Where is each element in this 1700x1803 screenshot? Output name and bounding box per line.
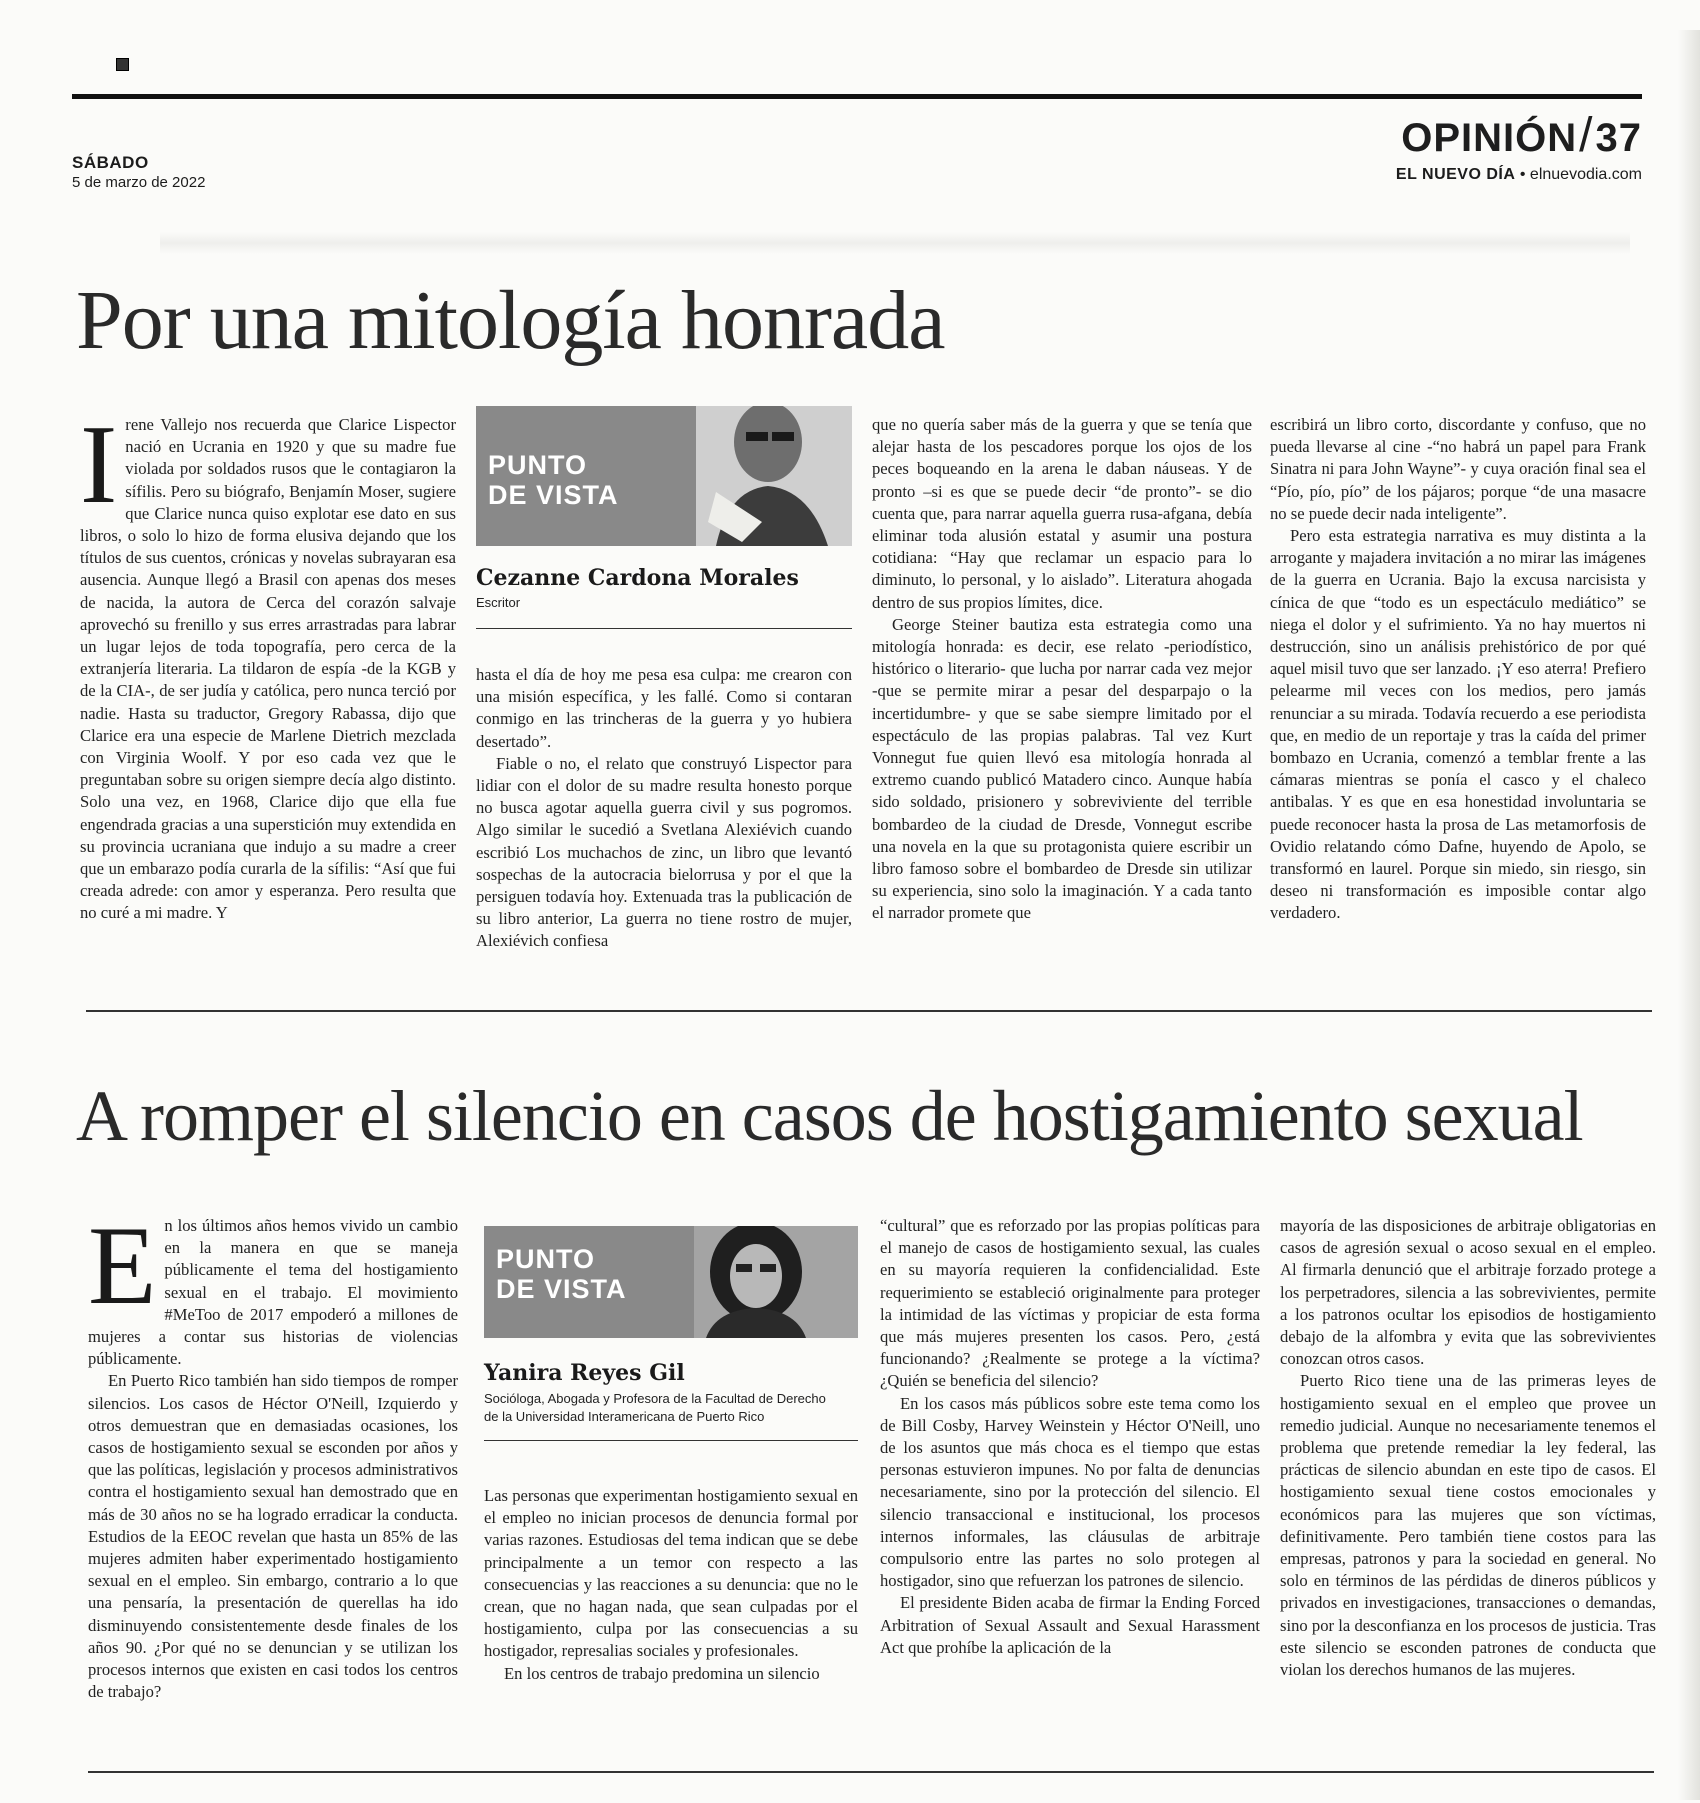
punto-de-vista-box	[484, 1226, 858, 1338]
author-photo	[476, 406, 852, 546]
article1-paragraph: que no quería saber más de la guerra y que se tenía que alejar hasta de los pescadores porque los ojos de los peces boqueando en la arena le daban náuseas. Y de pronto –si es que se puede decir “de pronto”- se dio cuenta que, para narrar aquella guerra rusa-afgana, debía eliminar toda alusión estatal y asumir una postura cotidiana: “Hay que reclamar un espacio para lo diminuto, lo personal, y lo aislado”. Literatura ahogada dentro de sus propios límites, dice.	[872, 415, 1252, 612]
article2-headline: A romper el silencio en casos de hostigamiento sexual	[76, 1076, 1583, 1156]
byline-rule	[484, 1440, 858, 1441]
publication-name: EL NUEVO DÍA	[1395, 166, 1516, 183]
article1-paragraph: hasta el día de hoy me pesa esa culpa: me crearon con una misión específica, y les fallé. Como si contaran conmigo en las trincheras de la guerra y yo hubiera desertado”.	[476, 665, 852, 751]
bottom-rule	[88, 1771, 1654, 1773]
article2-column-3	[880, 1215, 1260, 1659]
article1-paragraph: Irene Vallejo nos recuerda que Clarice Lispector nació en Ucrania en 1920 y que su madre fue violada por soldados rusos que le contagiaron la sífilis. Pero su biógrafo, Benjamín Moser, sugiere que Clarice nunca quiso explotar ese dato en sus libros, o solo lo hizo de forma elusiva dejando que los títulos de sus cuentos, crónicas y novelas subrayaran esa ausencia. Aunque llegó a Brasil con apenas dos meses de nacida, la autora de Cerca del corazón salvaje aprovechó su frenillo y sus erres arrastradas para labrar un lugar lejos de toda topografía, pero cerca de la extranjería literaria. La tildaron de espía -de la KGB y de la CIA-, de ser judía y católica, pero nunca terció por nadie. Hasta su traductor, Gregory Rabassa, dijo que Clarice era una especie de Marlene Dietrich mezclada con Virginia Woolf. Y por eso cada vez que le preguntaban sobre su origen siempre decía algo distinto. Solo una vez, en 1968, Clarice dijo que ella fue engendrada gracias a una superstición muy extendida en su provincia ucraniana que indujo a su madre a creer que un embarazo podía curarla de la sífilis: “Así que fui creada adrede: con amor y esperanza. Pero resulta que no curé a mi madre. Y	[80, 403, 456, 923]
article2-paragraph: mayoría de las disposiciones de arbitraje obligatorias en casos de agresión sexual o acoso sexual en el empleo. Al firmarla denunció que el arbitraje forzado protege a los perpetradores, silencia a las sobrevivientes, permite a los patronos ocultar los episodios de hostigamiento debajo de la alfombra y evita que las sobrevivientes conozcan otros casos.	[1280, 1216, 1656, 1369]
article2-paragraph: En los centros de trabajo predomina un silencio	[504, 1663, 820, 1683]
website[interactable]: elnuevodia.com	[1529, 166, 1642, 183]
de-vista-label: DE VISTA	[488, 480, 619, 510]
article2-paragraph: En los casos más públicos sobre este tema como los de Bill Cosby, Harvey Weinstein y Héctor O'Neill, uno de los asuntos que más choca es el tiempo que estas personas estuvieron impunes. No por falta de denuncias necesariamente, sino por la protección del silencio. El silencio transaccional e institucional, los procesos internos informales, las cláusulas de arbitraje compulsorio entre las partes no solo protegen al hostigador, sino que refuerzan los patrones de silencio.	[880, 1393, 1260, 1591]
article1-author-role: Escritor	[476, 595, 521, 610]
slash-icon: /	[1579, 109, 1594, 162]
article2-column-1	[88, 1204, 458, 1703]
scan-edge-shadow	[1678, 30, 1700, 1800]
article2-author-role-line2: de la Universidad Interamericana de Puerto Rico	[484, 1409, 765, 1424]
drop-cap: E	[88, 1204, 157, 1328]
article2-paragraph: En los últimos años hemos vivido un cambio en la manera en que se maneja públicamente el tema del hostigamiento sexual en el trabajo. El movimiento #MeToo de 2017 empoderó a millones de mujeres a contar sus historias de violencias públicamente.	[88, 1204, 458, 1369]
drop-cap: I	[80, 403, 118, 527]
article1-paragraph: Fiable o no, el relato que construyó Lispector para lidiar con el dolor de su madre resulta honesto porque no busca agotar aquella guerra civil y sus pogromos. Algo similar le sucedió a Svetlana Alexiévich cuando escribió Los muchachos de zinc, un libro que levantó sospechas de la autocracia bielorrusa y por el que la persiguen todavía hoy. Extenuada tras la publicación de su libro anterior, La guerra no tiene rostro de mujer, Alexiévich confiesa	[476, 753, 852, 951]
article1-column-2	[476, 664, 852, 953]
article1-headline: Por una mitología honrada	[76, 274, 945, 367]
top-rule	[72, 94, 1642, 99]
corner-square-icon	[116, 58, 129, 71]
article1-paragraph: escribirá un libro corto, discordante y confuso, que no pueda llevarse al cine -“no habrá un papel para Frank Sinatra ni para John Wayne”- y cuya oración final sea el “Pío, pío, pío” de los pájaros; porque “de una masacre no se puede decir nada inteligente”.	[1270, 415, 1646, 523]
article2-paragraph: En Puerto Rico también han sido tiempos de romper silencios. Los casos de Héctor O'Neill, Izquierdo y otros demuestran que en demasiadas ocasiones, los casos de hostigamiento sexual se esconden por años y que las políticas, legislación y procesos administrativos contra el hostigamiento sexual han demostrado que en más de 30 años no se ha logrado erradicar la conducta. Estudios de la EEOC revelan que hasta un 85% de las mujeres admiten haber experimentado hostigamiento sexual en el empleo. Sin embargo, contrario a lo que una pensaría, la presentación de querellas ha ido disminuyendo consistentemente desde finales de los años 90. ¿Por qué no se denuncian y se utilizan los procesos internos que existen en casi todos los centros de trabajo?	[88, 1371, 458, 1702]
article2-column-2	[484, 1485, 858, 1685]
punto-label: PUNTO	[488, 450, 588, 480]
punto-de-vista-box	[476, 406, 852, 546]
article2-column-4	[1280, 1215, 1656, 1681]
article2-author: Yanira Reyes Gil	[484, 1360, 685, 1386]
author-photo	[484, 1226, 858, 1338]
masthead-date: 5 de marzo de 2022	[72, 174, 206, 191]
page-number: 37	[1595, 116, 1642, 160]
article2-paragraph: Puerto Rico tiene una de las primeras leyes de hostigamiento sexual en el empleo que provee un remedio judicial. Aunque no necesariamente tenemos el problema que pretende remediar la ley federal, las prácticas de silencio abundan en este tipo de casos. El hostigamiento sexual tiene costos emocionales y económicos para las mujeres que son víctimas, definitivamente. Pero también tiene costos para las empresas, patronos y para la sociedad en general. No solo en términos de las pérdidas de dineros públicos y privados en investigaciones, transacciones o demandas, sino por la desconfianza en los procesos de justicia. Tras este silencio se esconden patrones de conducta que violan los derechos humanos de las mujeres.	[1280, 1371, 1656, 1680]
bullet-icon: •	[1519, 166, 1526, 183]
section-name: OPINIÓN	[1401, 116, 1578, 160]
bleed-through-shadow	[160, 232, 1630, 254]
article1-paragraph: George Steiner bautiza esta estrategia como una mitología honrada: es decir, ese relato -periodístico, histórico o literario- que lucha por narrar cada vez mejor -que se permite mirar a pesar del desparpajo o la incertidumbre- y que se sabe siempre limitado por el espectáculo de las propias palabras. Tal vez Kurt Vonnegut fue quien llevó esa mitología honrada al extremo cuando publicó Matadero cinco. Aunque había sido soldado, prisionero y sobreviviente del terrible bombardeo de la ciudad de Dresde, Vonnegut escribe una novela en la que su protagonista quiere escribir un libro famoso sobre el bombardeo de Dresde sin utilizar su experiencia, sino solo la imaginación. Y a cada tanto el narrador promete que	[872, 614, 1252, 923]
de-vista-label: DE VISTA	[496, 1274, 627, 1304]
punto-label: PUNTO	[496, 1244, 596, 1274]
article2-paragraph: Las personas que experimentan hostigamiento sexual en el empleo no inician procesos de denuncia formal por varias razones. Estudiosas del tema indican que se debe principalmente a un temor con respecto a las consecuencias y las reacciones a su denuncia: que no le crean, que no hagan nada, que sean culpadas por el hostigamiento, culpa por las consecuencias a su hostigador, represalias sociales y profesionales.	[484, 1486, 858, 1661]
article1-author: Cezanne Cardona Morales	[476, 565, 799, 591]
byline-rule	[476, 628, 852, 629]
article2-author-role-line1: Socióloga, Abogada y Profesora de la Facultad de Derecho	[484, 1391, 826, 1406]
article-separator	[86, 1010, 1652, 1012]
masthead-day: SÁBADO	[72, 153, 149, 172]
article1-column-1	[80, 403, 456, 925]
section-header	[1401, 108, 1642, 163]
article1-column-3	[872, 414, 1252, 925]
publication-line	[1396, 166, 1642, 184]
article2-paragraph: El presidente Biden acaba de firmar la Ending Forced Arbitration of Sexual Assault and Sexual Harassment Act que prohíbe la aplicación de la	[880, 1593, 1260, 1657]
article1-paragraph: Pero esta estrategia narrativa es muy distinta a la arrogante y majadera invitación a no mirar las imágenes de la guerra en Ucrania. Bajo la excusa narcisista y cínica de que “todo es un espectáculo mediático” se niega el dolor y el sufrimiento. Ya no hay muertos ni destrucción, sino un análisis prehistórico de por qué aquel misil tuvo que ser lanzado. ¡Y eso aterra! Prefiero pelearme mil veces con los medios, pero jamás renunciar a su mirada. Todavía recuerdo a ese periodista que, en medio de un reportaje y tras la caída del primer bombazo en Ucrania, comenzó a temblar frente a las cámaras mientras se ponía el casco y el chaleco antibalas. Y es que en esa honestidad involuntaria se puede reconocer hasta la prosa de Las metamorfosis de Ovidio relatando cómo Dafne, huyendo de Apolo, se transformó en laurel. Porque sin miedo, sin riesgo, sin deseo ni transformación es imposible contar algo verdadero.	[1270, 526, 1646, 923]
article1-column-4	[1270, 414, 1646, 925]
article2-paragraph: “cultural” que es reforzado por las propias políticas para el manejo de casos de hostigamiento sexual, las cuales en su mayoría requieren la confidencialidad. Este requerimiento se estableció originalmente para proteger la intimidad de las víctimas y propiciar de esta forma que más mujeres presenten los casos. Pero, ¿está funcionando? ¿Realmente se protege a la víctima? ¿Quién se beneficia del silencio?	[880, 1216, 1260, 1391]
